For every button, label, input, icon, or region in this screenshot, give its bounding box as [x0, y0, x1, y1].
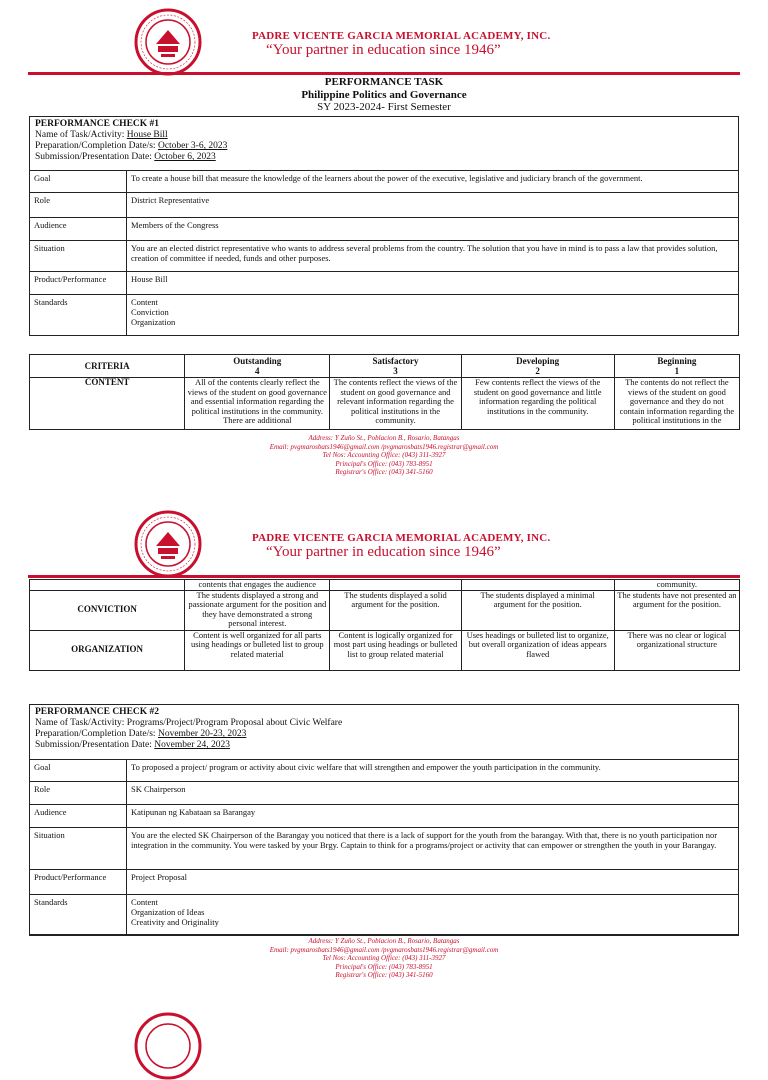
rubric-table-part2: [29, 579, 740, 671]
pc2-prep-label: Preparation/Completion Date/s:: [35, 729, 158, 739]
school-seal-icon: [134, 510, 202, 578]
level-score: 4: [255, 366, 260, 376]
pc2-task-label: Name of Task/Activity:: [35, 718, 127, 728]
school-seal-icon: [134, 1012, 202, 1080]
level-name: Satisfactory: [372, 356, 419, 366]
pc2-row-key: Product/Performance: [30, 870, 127, 895]
level-name: Beginning: [657, 356, 697, 366]
rubric-level-header: [330, 355, 461, 378]
pc2-row-value: Project Proposal: [127, 870, 739, 895]
header-divider: [28, 575, 740, 578]
pc2-heading: PERFORMANCE CHECK #2: [35, 707, 160, 717]
pc1-sub-date: October 6, 2023: [154, 152, 216, 162]
pc1-row-key: Role: [30, 193, 127, 218]
pc1-row-value: Members of the Congress: [127, 218, 739, 241]
pc2-row-key: Goal: [30, 760, 127, 782]
pc2-row-value: Katipunan ng Kabataan sa Barangay: [127, 805, 739, 828]
pc2-grasps-table: [29, 759, 739, 935]
pc2-row-value: You are the elected SK Chairperson of the Barangay you noticed that there is a lack of support for the youth from the barangay. With that, there is no youth participation nor integration in the community. You were tasked by your Brgy. Captain to think for a programs/project or activity that can empower or strengthen the youth in your Barangay.: [127, 828, 739, 870]
rubric-cell-text: Few contents reflect the views of the student on good governance and little information regarding the political institutions in the community.: [473, 378, 602, 416]
rubric-cell-continued: community.: [614, 580, 739, 591]
pc1-task-label: Name of Task/Activity:: [35, 130, 127, 140]
rubric-cell: Content is logically organized for most part using headings or bulleted list to group related material: [330, 630, 461, 670]
pc2-prep-date: November 20-23, 2023: [157, 729, 247, 739]
pc1-row-key: Goal: [30, 171, 127, 193]
school-name: PADRE VICENTE GARCIA MEMORIAL ACADEMY, INC.: [252, 532, 551, 544]
rubric-cell: [185, 378, 330, 430]
pc2-row-value: SK Chairperson: [127, 782, 739, 805]
footer-email: Email: pvgmarosbats1946@gmail.com /pvgmarosbats1946.registrar@gmail.com: [269, 945, 499, 954]
pc1-row-value: To create a house bill that measure the knowledge of the learners about the power of the executive, legislative and judiciary branch of the government.: [127, 171, 739, 193]
pc1-prep-label: Preparation/Completion Date/s:: [35, 141, 158, 151]
footer-principal: Principal's Office: (043) 783-8951: [335, 962, 433, 971]
footer-email: Email: pvgmarosbats1946@gmail.com /pvgmarosbats1946.registrar@gmail.com: [269, 442, 499, 451]
pc2-row-key: Role: [30, 782, 127, 805]
page2-footer: [0, 937, 768, 980]
footer-principal: Principal's Office: (043) 783-8951: [335, 459, 433, 468]
level-score: 3: [393, 366, 398, 376]
pc1-row-value: House Bill: [127, 272, 739, 295]
pc1-row-key: Audience: [30, 218, 127, 241]
pc2-row-value: To proposed a project/ program or activity about civic welfare that will strengthen and empower the youth participation in the community.: [127, 760, 739, 782]
level-name: Outstanding: [233, 356, 282, 366]
rubric-cell: There was no clear or logical organizational structure: [614, 630, 739, 670]
school-seal-icon: [134, 8, 202, 76]
pc1-row-key: Standards: [30, 295, 127, 336]
pc2-row-key: Situation: [30, 828, 127, 870]
pc1-row-key: Situation: [30, 241, 127, 272]
level-score: 1: [674, 366, 680, 376]
pc1-task: House Bill: [126, 130, 168, 140]
rubric-organization-label: ORGANIZATION: [30, 630, 185, 670]
header-divider: [28, 72, 740, 75]
pc2-row-key: Audience: [30, 805, 127, 828]
page1-footer: [0, 434, 768, 477]
pc1-heading: PERFORMANCE CHECK #1: [35, 119, 160, 129]
pc1-row-value: You are an elected district representative who wants to address several problems from the country. The solution that you have in mind is to pass a law that provides solution, creation of committee if needed, funds and other purposes.: [127, 241, 739, 272]
pc1-row-value: District Representative: [127, 193, 739, 218]
level-score: 2: [535, 366, 540, 376]
rubric-cell: The students displayed a strong and passionate argument for the position and they have demonstrated a strong personal interest.: [185, 590, 330, 630]
doc-title: PERFORMANCE TASK: [324, 76, 444, 88]
pc1-sub-label: Submission/Presentation Date:: [35, 152, 155, 162]
rubric-cell: The students displayed a minimal argument for the position.: [461, 590, 614, 630]
rubric-cell-continued: contents that engages the audience: [185, 580, 330, 591]
rubric-level-header: [461, 355, 614, 378]
rubric-cell: [461, 378, 614, 430]
rubric-cell: The students displayed a solid argument for the position.: [330, 590, 461, 630]
pc1-row-key: Product/Performance: [30, 272, 127, 295]
rubric-cell: Content is well organized for all parts using headings or bulleted list to group related material: [185, 630, 330, 670]
rubric-criteria-header: CRITERIA: [30, 355, 185, 378]
rubric-level-header: [185, 355, 330, 378]
pc2-row-value: Content Organization of Ideas Creativity and Originality: [127, 895, 739, 935]
pc1-prep-date: October 3-6, 2023: [157, 141, 228, 151]
rubric-cell: [330, 378, 461, 430]
rubric-table-part1: [29, 354, 740, 430]
level-name: Developing: [516, 356, 560, 366]
pc2-task: Programs/Project/Program Proposal about Civic Welfare: [126, 718, 343, 728]
footer-registrar: Registrar's Office: (043) 341-5160: [335, 468, 433, 476]
school-tagline: “Your partner in education since 1946”: [266, 544, 501, 560]
rubric-level-header: [614, 355, 739, 378]
pc1-row-value: Content Conviction Organization: [127, 295, 739, 336]
pc1-grasps-table: [29, 170, 739, 336]
pc2-row-key: Standards: [30, 895, 127, 935]
footer-address: Address: Y Zuño St., Poblacion B., Rosario, Batangas: [308, 937, 460, 945]
rubric-conviction-label: CONVICTION: [30, 590, 185, 630]
doc-subject: Philippine Politics and Governance: [301, 89, 467, 101]
school-tagline: “Your partner in education since 1946”: [266, 42, 501, 58]
rubric-cell-text: All of the contents clearly reflect the views of the student on good governance and essential information regarding the political institutions in the community. There are additional: [187, 378, 327, 425]
rubric-cell: [614, 378, 739, 430]
pc2-sub-label: Submission/Presentation Date:: [35, 740, 155, 750]
footer-tel: Tel Nos: Accounting Office: (043) 311-3927: [322, 954, 446, 962]
rubric-cell-text: The contents reflect the views of the student on good governance and relevant information regarding the political institutions in the community.: [333, 378, 458, 425]
footer-address: Address: Y Zuño St., Poblacion B., Rosario, Batangas: [308, 434, 460, 442]
pc2-sub-date: November 24, 2023: [154, 740, 231, 750]
footer-tel: Tel Nos: Accounting Office: (043) 311-3927: [322, 451, 446, 459]
rubric-cell: Uses headings or bulleted list to organize, but overall organization of ideas appears flawed: [461, 630, 614, 670]
rubric-cell-text: The contents do not reflect the views of the student on good governance and they do not contain information regarding the political institutions in the: [619, 378, 735, 425]
school-name: PADRE VICENTE GARCIA MEMORIAL ACADEMY, INC.: [252, 30, 551, 42]
footer-registrar: Registrar's Office: (043) 341-5160: [335, 971, 433, 979]
rubric-content-label: CONTENT: [30, 378, 185, 430]
doc-school-year: SY 2023-2024- First Semester: [317, 101, 451, 113]
rubric-cell: The students have not presented an argument for the position.: [614, 590, 739, 630]
